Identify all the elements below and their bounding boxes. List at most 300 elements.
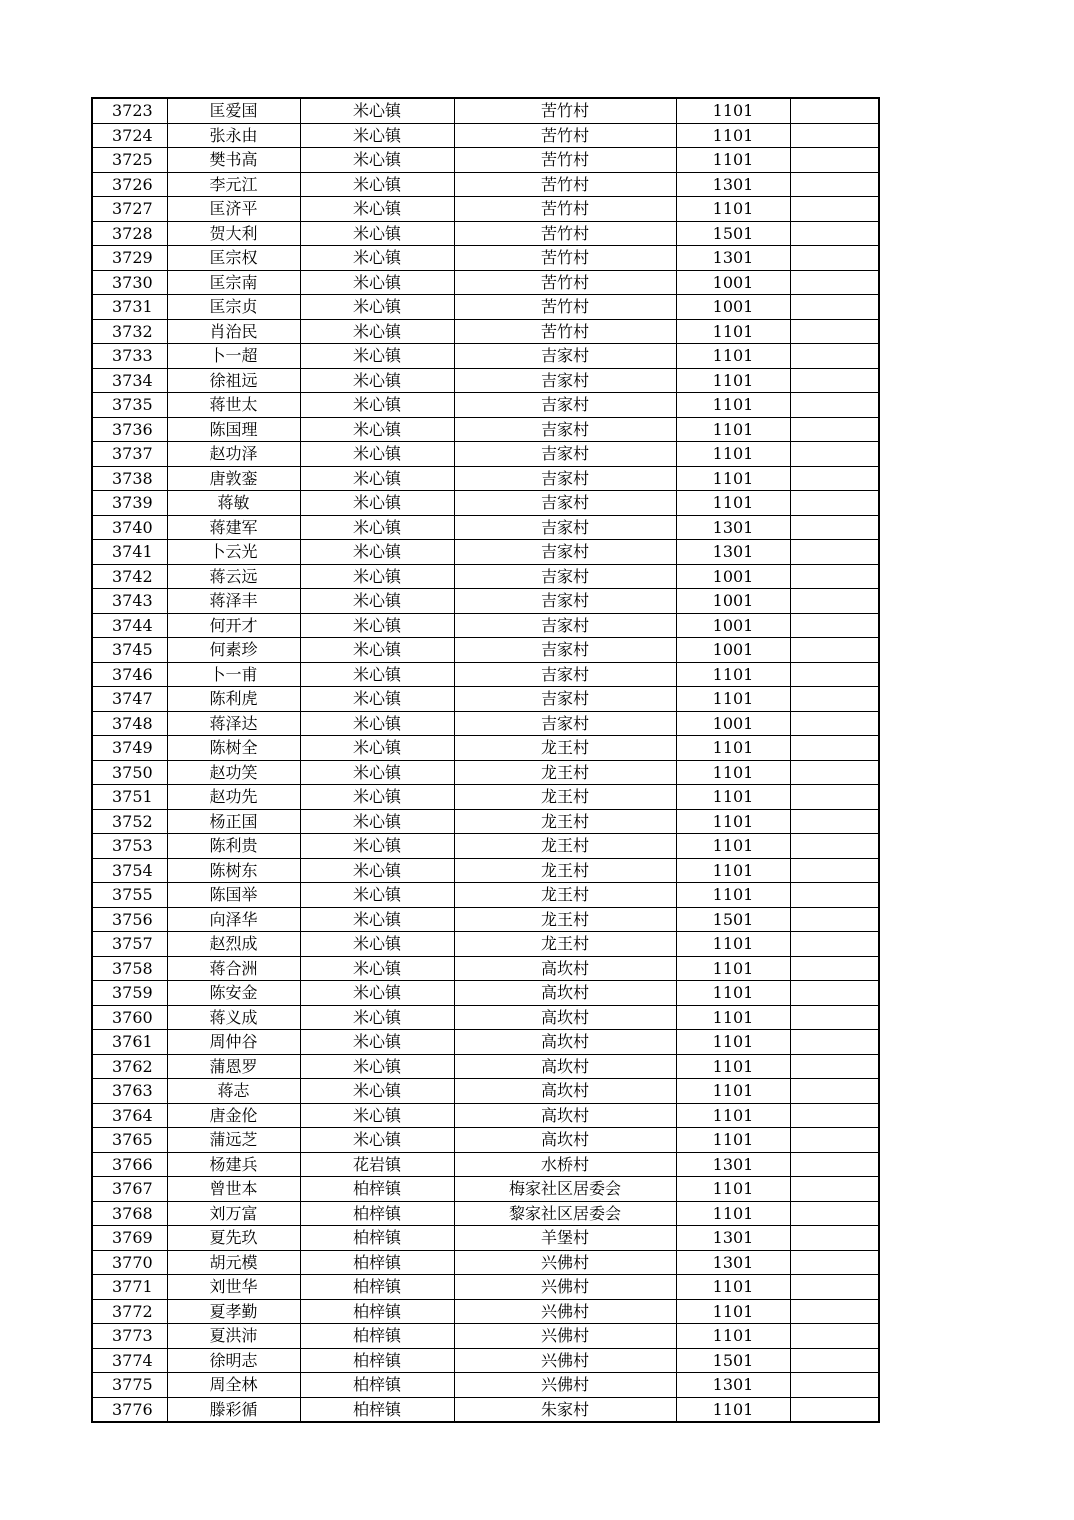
town-cell: 米心镇 [300, 932, 454, 957]
name-cell: 蒋建军 [167, 515, 300, 540]
town-cell: 米心镇 [300, 197, 454, 222]
village-cell: 高坎村 [454, 956, 676, 981]
town-cell: 米心镇 [300, 393, 454, 418]
name-cell: 樊书高 [167, 148, 300, 173]
village-cell: 吉家村 [454, 711, 676, 736]
name-cell: 何开才 [167, 613, 300, 638]
roster-table [91, 97, 880, 1423]
table-row [92, 809, 879, 834]
village-cell: 兴佛村 [454, 1324, 676, 1349]
table-row [92, 981, 879, 1006]
table-row [92, 442, 879, 467]
name-cell: 蒋云远 [167, 564, 300, 589]
village-cell: 高坎村 [454, 1005, 676, 1030]
serial-number-cell: 3769 [92, 1226, 167, 1251]
serial-number-cell: 3738 [92, 466, 167, 491]
serial-number-cell: 3727 [92, 197, 167, 222]
village-cell: 苦竹村 [454, 319, 676, 344]
code-cell: 1101 [676, 687, 790, 712]
table-row [92, 540, 879, 565]
town-cell: 柏梓镇 [300, 1177, 454, 1202]
note-cell [790, 1275, 879, 1300]
name-cell: 陈树东 [167, 858, 300, 883]
village-cell: 吉家村 [454, 687, 676, 712]
serial-number-cell: 3773 [92, 1324, 167, 1349]
serial-number-cell: 3748 [92, 711, 167, 736]
note-cell [790, 1397, 879, 1422]
serial-number-cell: 3737 [92, 442, 167, 467]
note-cell [790, 1299, 879, 1324]
table-row [92, 858, 879, 883]
code-cell: 1101 [676, 1299, 790, 1324]
town-cell: 米心镇 [300, 540, 454, 565]
code-cell: 1001 [676, 638, 790, 663]
village-cell: 吉家村 [454, 442, 676, 467]
code-cell: 1101 [676, 1054, 790, 1079]
village-cell: 吉家村 [454, 540, 676, 565]
village-cell: 吉家村 [454, 515, 676, 540]
village-cell: 兴佛村 [454, 1275, 676, 1300]
table-row [92, 1348, 879, 1373]
village-cell: 龙王村 [454, 834, 676, 859]
town-cell: 米心镇 [300, 319, 454, 344]
serial-number-cell: 3766 [92, 1152, 167, 1177]
table-row [92, 1324, 879, 1349]
code-cell: 1101 [676, 319, 790, 344]
table-row [92, 368, 879, 393]
code-cell: 1001 [676, 589, 790, 614]
town-cell: 米心镇 [300, 981, 454, 1006]
serial-number-cell: 3770 [92, 1250, 167, 1275]
table-row [92, 834, 879, 859]
serial-number-cell: 3758 [92, 956, 167, 981]
town-cell: 米心镇 [300, 662, 454, 687]
serial-number-cell: 3733 [92, 344, 167, 369]
village-cell: 朱家村 [454, 1397, 676, 1422]
village-cell: 龙王村 [454, 883, 676, 908]
name-cell: 贺大利 [167, 221, 300, 246]
table-row [92, 123, 879, 148]
village-cell: 高坎村 [454, 1079, 676, 1104]
table-row [92, 197, 879, 222]
serial-number-cell: 3731 [92, 295, 167, 320]
name-cell: 何素珍 [167, 638, 300, 663]
town-cell: 米心镇 [300, 1005, 454, 1030]
code-cell: 1101 [676, 1397, 790, 1422]
note-cell [790, 393, 879, 418]
town-cell: 米心镇 [300, 858, 454, 883]
table-row [92, 883, 879, 908]
table-row [92, 1128, 879, 1153]
village-cell: 苦竹村 [454, 98, 676, 123]
village-cell: 苦竹村 [454, 246, 676, 271]
code-cell: 1101 [676, 491, 790, 516]
code-cell: 1101 [676, 932, 790, 957]
serial-number-cell: 3754 [92, 858, 167, 883]
town-cell: 米心镇 [300, 221, 454, 246]
town-cell: 花岩镇 [300, 1152, 454, 1177]
note-cell [790, 466, 879, 491]
name-cell: 赵功笑 [167, 760, 300, 785]
note-cell [790, 564, 879, 589]
code-cell: 1101 [676, 809, 790, 834]
town-cell: 米心镇 [300, 809, 454, 834]
name-cell: 蒋泽丰 [167, 589, 300, 614]
village-cell: 吉家村 [454, 393, 676, 418]
note-cell [790, 981, 879, 1006]
serial-number-cell: 3764 [92, 1103, 167, 1128]
village-cell: 梅家社区居委会 [454, 1177, 676, 1202]
town-cell: 柏梓镇 [300, 1226, 454, 1251]
serial-number-cell: 3753 [92, 834, 167, 859]
code-cell: 1101 [676, 1005, 790, 1030]
serial-number-cell: 3762 [92, 1054, 167, 1079]
table-row [92, 417, 879, 442]
name-cell: 杨建兵 [167, 1152, 300, 1177]
town-cell: 米心镇 [300, 1030, 454, 1055]
table-row [92, 515, 879, 540]
serial-number-cell: 3746 [92, 662, 167, 687]
town-cell: 米心镇 [300, 466, 454, 491]
name-cell: 刘万富 [167, 1201, 300, 1226]
table-row [92, 295, 879, 320]
village-cell: 苦竹村 [454, 123, 676, 148]
note-cell [790, 442, 879, 467]
village-cell: 苦竹村 [454, 295, 676, 320]
table-row [92, 1201, 879, 1226]
code-cell: 1101 [676, 785, 790, 810]
code-cell: 1101 [676, 662, 790, 687]
name-cell: 蒋敏 [167, 491, 300, 516]
town-cell: 米心镇 [300, 270, 454, 295]
serial-number-cell: 3725 [92, 148, 167, 173]
note-cell [790, 246, 879, 271]
name-cell: 夏先玖 [167, 1226, 300, 1251]
village-cell: 兴佛村 [454, 1348, 676, 1373]
table-row [92, 589, 879, 614]
table-row [92, 246, 879, 271]
name-cell: 周仲谷 [167, 1030, 300, 1055]
town-cell: 米心镇 [300, 172, 454, 197]
village-cell: 高坎村 [454, 981, 676, 1006]
code-cell: 1101 [676, 417, 790, 442]
code-cell: 1001 [676, 270, 790, 295]
village-cell: 苦竹村 [454, 221, 676, 246]
code-cell: 1101 [676, 1128, 790, 1153]
name-cell: 匡宗贞 [167, 295, 300, 320]
serial-number-cell: 3741 [92, 540, 167, 565]
note-cell [790, 785, 879, 810]
note-cell [790, 834, 879, 859]
name-cell: 蒲恩罗 [167, 1054, 300, 1079]
village-cell: 龙王村 [454, 785, 676, 810]
note-cell [790, 1201, 879, 1226]
serial-number-cell: 3739 [92, 491, 167, 516]
town-cell: 米心镇 [300, 368, 454, 393]
note-cell [790, 221, 879, 246]
town-cell: 米心镇 [300, 1054, 454, 1079]
village-cell: 龙王村 [454, 932, 676, 957]
table-row [92, 1299, 879, 1324]
table-row [92, 1226, 879, 1251]
note-cell [790, 907, 879, 932]
name-cell: 夏孝勤 [167, 1299, 300, 1324]
note-cell [790, 1152, 879, 1177]
table-row [92, 344, 879, 369]
name-cell: 匡爱国 [167, 98, 300, 123]
table-row [92, 466, 879, 491]
serial-number-cell: 3757 [92, 932, 167, 957]
name-cell: 卜云光 [167, 540, 300, 565]
code-cell: 1101 [676, 956, 790, 981]
village-cell: 吉家村 [454, 589, 676, 614]
code-cell: 1501 [676, 1348, 790, 1373]
town-cell: 米心镇 [300, 613, 454, 638]
town-cell: 米心镇 [300, 564, 454, 589]
table-row [92, 638, 879, 663]
code-cell: 1301 [676, 1152, 790, 1177]
code-cell: 1101 [676, 368, 790, 393]
code-cell: 1101 [676, 1030, 790, 1055]
note-cell [790, 417, 879, 442]
table-row [92, 564, 879, 589]
name-cell: 蒲远芝 [167, 1128, 300, 1153]
note-cell [790, 1177, 879, 1202]
serial-number-cell: 3747 [92, 687, 167, 712]
town-cell: 米心镇 [300, 417, 454, 442]
town-cell: 柏梓镇 [300, 1373, 454, 1398]
name-cell: 蒋义成 [167, 1005, 300, 1030]
serial-number-cell: 3724 [92, 123, 167, 148]
table-row [92, 613, 879, 638]
code-cell: 1001 [676, 613, 790, 638]
note-cell [790, 344, 879, 369]
table-row [92, 736, 879, 761]
table-row [92, 785, 879, 810]
table-row [92, 907, 879, 932]
code-cell: 1101 [676, 736, 790, 761]
note-cell [790, 760, 879, 785]
code-cell: 1101 [676, 393, 790, 418]
village-cell: 龙王村 [454, 907, 676, 932]
serial-number-cell: 3759 [92, 981, 167, 1006]
table-row [92, 1275, 879, 1300]
name-cell: 唐金伦 [167, 1103, 300, 1128]
note-cell [790, 1373, 879, 1398]
name-cell: 蒋志 [167, 1079, 300, 1104]
serial-number-cell: 3743 [92, 589, 167, 614]
table-row [92, 319, 879, 344]
code-cell: 1101 [676, 981, 790, 1006]
town-cell: 米心镇 [300, 883, 454, 908]
code-cell: 1001 [676, 711, 790, 736]
name-cell: 陈国理 [167, 417, 300, 442]
town-cell: 米心镇 [300, 515, 454, 540]
village-cell: 吉家村 [454, 564, 676, 589]
note-cell [790, 1005, 879, 1030]
name-cell: 蒋泽达 [167, 711, 300, 736]
table-row [92, 711, 879, 736]
name-cell: 胡元模 [167, 1250, 300, 1275]
note-cell [790, 809, 879, 834]
village-cell: 吉家村 [454, 638, 676, 663]
serial-number-cell: 3726 [92, 172, 167, 197]
village-cell: 吉家村 [454, 491, 676, 516]
note-cell [790, 148, 879, 173]
code-cell: 1501 [676, 907, 790, 932]
code-cell: 1301 [676, 515, 790, 540]
note-cell [790, 638, 879, 663]
village-cell: 苦竹村 [454, 270, 676, 295]
serial-number-cell: 3771 [92, 1275, 167, 1300]
note-cell [790, 613, 879, 638]
town-cell: 柏梓镇 [300, 1397, 454, 1422]
code-cell: 1001 [676, 295, 790, 320]
code-cell: 1101 [676, 148, 790, 173]
village-cell: 苦竹村 [454, 172, 676, 197]
name-cell: 杨正国 [167, 809, 300, 834]
name-cell: 徐祖远 [167, 368, 300, 393]
note-cell [790, 1128, 879, 1153]
table-row [92, 98, 879, 123]
name-cell: 蒋世太 [167, 393, 300, 418]
serial-number-cell: 3744 [92, 613, 167, 638]
village-cell: 兴佛村 [454, 1250, 676, 1275]
serial-number-cell: 3774 [92, 1348, 167, 1373]
note-cell [790, 956, 879, 981]
note-cell [790, 589, 879, 614]
table-row [92, 1079, 879, 1104]
note-cell [790, 197, 879, 222]
code-cell: 1301 [676, 172, 790, 197]
village-cell: 吉家村 [454, 662, 676, 687]
serial-number-cell: 3755 [92, 883, 167, 908]
note-cell [790, 1054, 879, 1079]
note-cell [790, 295, 879, 320]
note-cell [790, 858, 879, 883]
town-cell: 米心镇 [300, 491, 454, 516]
serial-number-cell: 3763 [92, 1079, 167, 1104]
table-row [92, 1373, 879, 1398]
note-cell [790, 368, 879, 393]
serial-number-cell: 3736 [92, 417, 167, 442]
code-cell: 1101 [676, 98, 790, 123]
town-cell: 米心镇 [300, 834, 454, 859]
town-cell: 柏梓镇 [300, 1275, 454, 1300]
code-cell: 1101 [676, 197, 790, 222]
note-cell [790, 491, 879, 516]
table-row [92, 270, 879, 295]
serial-number-cell: 3772 [92, 1299, 167, 1324]
serial-number-cell: 3775 [92, 1373, 167, 1398]
name-cell: 卜一超 [167, 344, 300, 369]
name-cell: 陈国举 [167, 883, 300, 908]
village-cell: 兴佛村 [454, 1373, 676, 1398]
serial-number-cell: 3732 [92, 319, 167, 344]
code-cell: 1301 [676, 1373, 790, 1398]
code-cell: 1101 [676, 123, 790, 148]
village-cell: 高坎村 [454, 1128, 676, 1153]
village-cell: 羊堡村 [454, 1226, 676, 1251]
serial-number-cell: 3768 [92, 1201, 167, 1226]
table-row [92, 1250, 879, 1275]
village-cell: 高坎村 [454, 1103, 676, 1128]
note-cell [790, 172, 879, 197]
town-cell: 米心镇 [300, 246, 454, 271]
name-cell: 徐明志 [167, 1348, 300, 1373]
code-cell: 1101 [676, 883, 790, 908]
name-cell: 陈利虎 [167, 687, 300, 712]
serial-number-cell: 3752 [92, 809, 167, 834]
village-cell: 苦竹村 [454, 197, 676, 222]
note-cell [790, 932, 879, 957]
serial-number-cell: 3730 [92, 270, 167, 295]
village-cell: 吉家村 [454, 466, 676, 491]
note-cell [790, 1324, 879, 1349]
name-cell: 向泽华 [167, 907, 300, 932]
note-cell [790, 711, 879, 736]
name-cell: 卜一甫 [167, 662, 300, 687]
table-row [92, 1152, 879, 1177]
note-cell [790, 1250, 879, 1275]
table-row [92, 932, 879, 957]
town-cell: 米心镇 [300, 760, 454, 785]
serial-number-cell: 3735 [92, 393, 167, 418]
town-cell: 米心镇 [300, 785, 454, 810]
code-cell: 1101 [676, 760, 790, 785]
town-cell: 柏梓镇 [300, 1250, 454, 1275]
name-cell: 夏洪沛 [167, 1324, 300, 1349]
name-cell: 匡宗权 [167, 246, 300, 271]
serial-number-cell: 3765 [92, 1128, 167, 1153]
village-cell: 黎家社区居委会 [454, 1201, 676, 1226]
table-row [92, 760, 879, 785]
village-cell: 苦竹村 [454, 148, 676, 173]
town-cell: 米心镇 [300, 123, 454, 148]
town-cell: 米心镇 [300, 638, 454, 663]
town-cell: 柏梓镇 [300, 1299, 454, 1324]
town-cell: 米心镇 [300, 98, 454, 123]
serial-number-cell: 3723 [92, 98, 167, 123]
serial-number-cell: 3751 [92, 785, 167, 810]
code-cell: 1101 [676, 1103, 790, 1128]
village-cell: 高坎村 [454, 1054, 676, 1079]
name-cell: 刘世华 [167, 1275, 300, 1300]
code-cell: 1101 [676, 1275, 790, 1300]
serial-number-cell: 3729 [92, 246, 167, 271]
serial-number-cell: 3745 [92, 638, 167, 663]
town-cell: 米心镇 [300, 956, 454, 981]
town-cell: 米心镇 [300, 907, 454, 932]
serial-number-cell: 3750 [92, 760, 167, 785]
table-row [92, 1054, 879, 1079]
table-row [92, 1177, 879, 1202]
town-cell: 米心镇 [300, 711, 454, 736]
name-cell: 滕彩循 [167, 1397, 300, 1422]
name-cell: 陈树全 [167, 736, 300, 761]
table-row [92, 662, 879, 687]
serial-number-cell: 3740 [92, 515, 167, 540]
town-cell: 米心镇 [300, 344, 454, 369]
table-row [92, 172, 879, 197]
name-cell: 赵功泽 [167, 442, 300, 467]
town-cell: 米心镇 [300, 1079, 454, 1104]
code-cell: 1101 [676, 1324, 790, 1349]
note-cell [790, 1348, 879, 1373]
name-cell: 陈安金 [167, 981, 300, 1006]
town-cell: 米心镇 [300, 1103, 454, 1128]
note-cell [790, 687, 879, 712]
